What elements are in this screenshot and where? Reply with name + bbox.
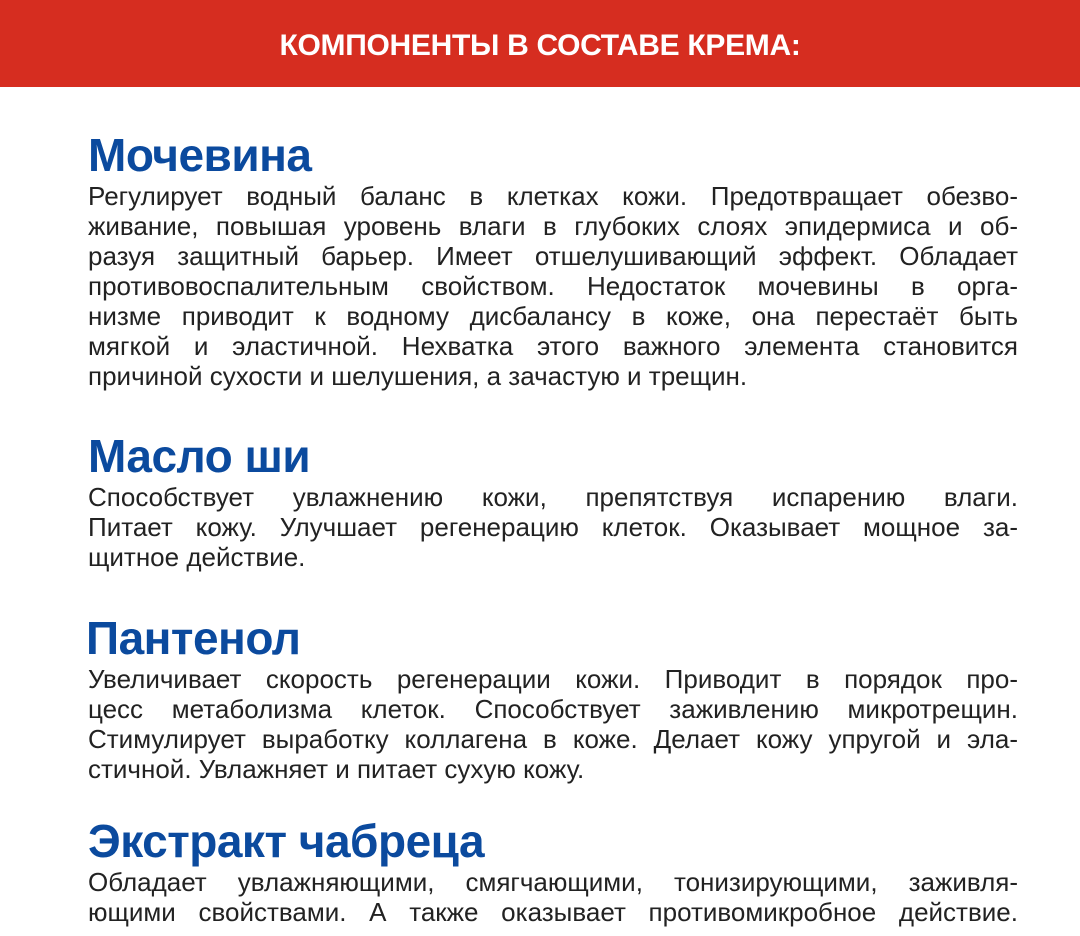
section-description [88, 482, 1018, 572]
text-line: причиной сухости и шелушения, а зачастую и трещин. [88, 361, 748, 391]
section-description [88, 664, 1018, 784]
section-description [88, 181, 1018, 391]
text-line: разуя защитный барьер. Имеет отшелушивающий эффект. Обладает [88, 241, 1018, 271]
section-shea-butter [88, 430, 1018, 572]
text-line: стичной. Увлажняет и питает сухую кожу. [88, 754, 585, 784]
text-line: Регулирует водный баланс в клетках кожи. Предотвращает обезво- [88, 181, 1018, 211]
section-title: Экстракт чабреца [88, 815, 485, 867]
text-line: противовоспалительным свойством. Недостаток мочевины в орга- [88, 271, 1018, 301]
section-title: Пантенол [86, 612, 301, 664]
text-line: Обладает увлажняющими, смягчающими, тонизирующими, заживля- [88, 867, 1018, 897]
text-line: низме приводит к водному дисбалансу в коже, она перестаёт быть [88, 301, 1018, 331]
text-line: мягкой и эластичной. Нехватка этого важного элемента становится [88, 331, 1018, 361]
section-panthenol [88, 612, 1018, 784]
text-line: Увеличивает скорость регенерации кожи. Приводит в порядок про- [88, 664, 1018, 694]
section-thyme-extract [88, 815, 1018, 927]
section-title: Мочевина [88, 129, 312, 181]
text-line: ющими свойствами. А также оказывает противомикробное действие. [88, 897, 1018, 927]
text-line: Стимулирует выработку коллагена в коже. Делает кожу упругой и эла- [88, 724, 1018, 754]
text-line: щитное действие. [88, 542, 306, 572]
section-urea [88, 129, 1018, 391]
text-line: Способствует увлажнению кожи, препятствуя испарению влаги. [88, 482, 1018, 512]
section-title: Масло ши [88, 430, 311, 482]
page-title: КОМПОНЕНТЫ В СОСТАВЕ КРЕМА: [279, 29, 801, 62]
text-line: живание, повышая уровень влаги в глубоких слоях эпидермиса и об- [88, 211, 1018, 241]
text-line: Питает кожу. Улучшает регенерацию клеток. Оказывает мощное за- [88, 512, 1018, 542]
section-description [88, 867, 1018, 927]
text-line: цесс метаболизма клеток. Способствует заживлению микротрещин. [88, 694, 1018, 724]
header-banner [0, 0, 1080, 87]
